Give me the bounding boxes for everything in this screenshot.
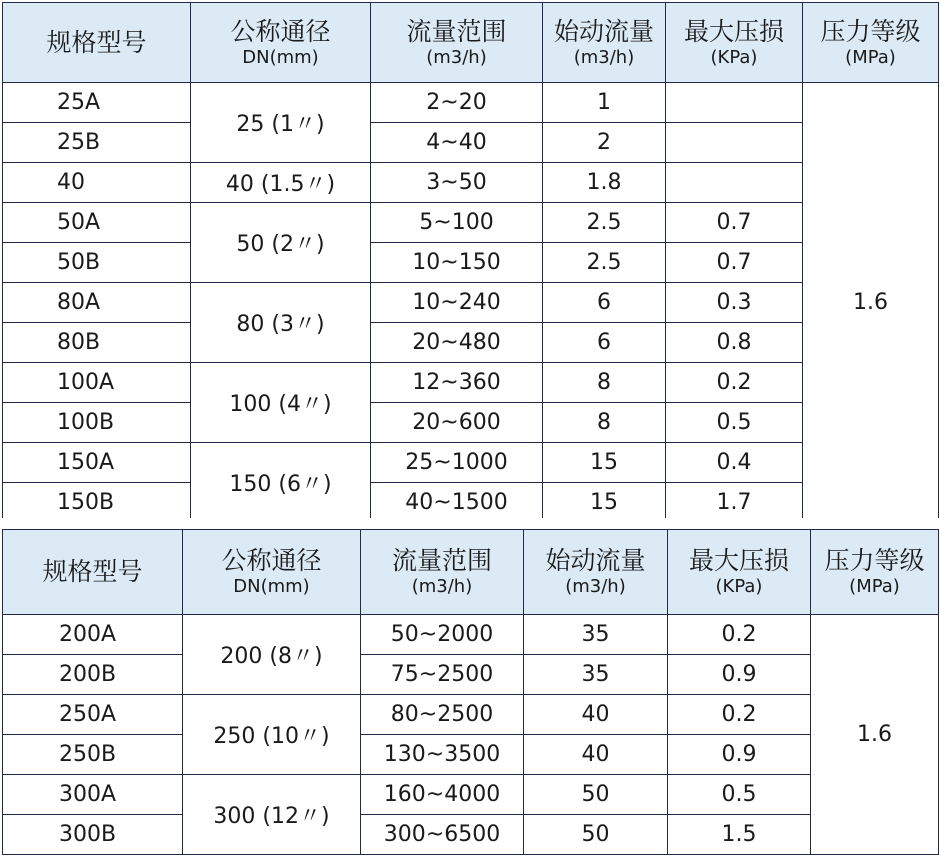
cell-max-pressure-loss bbox=[666, 163, 803, 203]
table-row bbox=[3, 483, 939, 523]
header-pressure-class: 压力等级 (MPa) bbox=[811, 530, 939, 615]
cell-flow-range: 5~100 bbox=[371, 203, 543, 243]
cell-starting-flow: 6 bbox=[543, 323, 666, 363]
table-row bbox=[3, 815, 939, 855]
cell-max-pressure-loss bbox=[666, 83, 803, 123]
cell-model: 300A bbox=[3, 775, 183, 815]
cell-model: 80A bbox=[3, 283, 191, 323]
cell-model: 200A bbox=[3, 615, 183, 655]
cell-starting-flow: 40 bbox=[524, 735, 668, 775]
cell-model: 150A bbox=[3, 443, 191, 483]
header-nominal-diameter: 公称通径 DN(mm) bbox=[191, 3, 371, 83]
cell-flow-range: 3~50 bbox=[371, 163, 543, 203]
cell-model: 100B bbox=[3, 403, 191, 443]
cell-model: 250B bbox=[3, 735, 183, 775]
header-model: 规格型号 bbox=[3, 530, 183, 615]
cell-starting-flow: 1 bbox=[543, 83, 666, 123]
cell-starting-flow: 50 bbox=[524, 815, 668, 855]
table-header-row bbox=[3, 3, 939, 83]
cell-max-pressure-loss: 0.2 bbox=[668, 615, 811, 655]
header-max-pressure-loss: 最大压损 (KPa) bbox=[666, 3, 803, 83]
cell-starting-flow: 2.5 bbox=[543, 243, 666, 283]
spec-table-large-sizes bbox=[2, 529, 939, 855]
table-row bbox=[3, 203, 939, 243]
header-flow-range: 流量范围 (m3/h) bbox=[371, 3, 543, 83]
cell-starting-flow: 6 bbox=[543, 283, 666, 323]
cell-max-pressure-loss: 0.7 bbox=[666, 243, 803, 283]
table-row bbox=[3, 123, 939, 163]
cell-max-pressure-loss: 0.2 bbox=[666, 363, 803, 403]
cell-max-pressure-loss: 0.3 bbox=[666, 283, 803, 323]
cell-max-pressure-loss: 0.2 bbox=[668, 695, 811, 735]
cell-flow-range: 40~1500 bbox=[371, 483, 543, 523]
table-row bbox=[3, 163, 939, 203]
table-header-row bbox=[3, 530, 939, 615]
table-row bbox=[3, 283, 939, 323]
header-starting-flow: 始动流量 (m3/h) bbox=[543, 3, 666, 83]
cell-starting-flow: 8 bbox=[543, 403, 666, 443]
cell-starting-flow: 40 bbox=[524, 695, 668, 735]
header-flow-range: 流量范围 (m3/h) bbox=[361, 530, 524, 615]
table-row bbox=[3, 615, 939, 655]
table-row bbox=[3, 243, 939, 283]
cell-model: 100A bbox=[3, 363, 191, 403]
header-starting-flow: 始动流量 (m3/h) bbox=[524, 530, 668, 615]
cell-max-pressure-loss: 0.9 bbox=[668, 655, 811, 695]
cell-starting-flow: 1.8 bbox=[543, 163, 666, 203]
cell-flow-range: 4~40 bbox=[371, 123, 543, 163]
table-row bbox=[3, 363, 939, 403]
cell-pressure-class: 1.6 bbox=[811, 615, 939, 855]
cell-model: 50B bbox=[3, 243, 191, 283]
cell-starting-flow: 15 bbox=[543, 483, 666, 523]
cell-flow-range: 10~240 bbox=[371, 283, 543, 323]
cell-model: 25B bbox=[3, 123, 191, 163]
table-row bbox=[3, 83, 939, 123]
cell-nominal-diameter: 250 (10〃) bbox=[183, 695, 361, 775]
cell-nominal-diameter: 25 (1〃) bbox=[191, 83, 371, 163]
cell-flow-range: 50~2000 bbox=[361, 615, 524, 655]
table-row bbox=[3, 403, 939, 443]
cell-starting-flow: 8 bbox=[543, 363, 666, 403]
cell-max-pressure-loss: 1.5 bbox=[668, 815, 811, 855]
table-row bbox=[3, 655, 939, 695]
cell-nominal-diameter: 40 (1.5〃) bbox=[191, 163, 371, 203]
cell-flow-range: 2~20 bbox=[371, 83, 543, 123]
table-row bbox=[3, 735, 939, 775]
table-row bbox=[3, 695, 939, 735]
cell-flow-range: 300~6500 bbox=[361, 815, 524, 855]
cell-nominal-diameter: 50 (2〃) bbox=[191, 203, 371, 283]
cell-model: 200B bbox=[3, 655, 183, 695]
cell-nominal-diameter: 150 (6〃) bbox=[191, 443, 371, 523]
cell-model: 25A bbox=[3, 83, 191, 123]
cell-starting-flow: 35 bbox=[524, 655, 668, 695]
cell-starting-flow: 2.5 bbox=[543, 203, 666, 243]
cell-flow-range: 25~1000 bbox=[371, 443, 543, 483]
cell-nominal-diameter: 80 (3〃) bbox=[191, 283, 371, 363]
header-nominal-diameter: 公称通径 DN(mm) bbox=[183, 530, 361, 615]
cell-starting-flow: 2 bbox=[543, 123, 666, 163]
cell-model: 250A bbox=[3, 695, 183, 735]
header-max-pressure-loss: 最大压损 (KPa) bbox=[668, 530, 811, 615]
cell-max-pressure-loss: 0.9 bbox=[668, 735, 811, 775]
header-pressure-class: 压力等级 (MPa) bbox=[803, 3, 939, 83]
cell-flow-range: 160~4000 bbox=[361, 775, 524, 815]
cell-nominal-diameter: 200 (8〃) bbox=[183, 615, 361, 695]
cell-flow-range: 10~150 bbox=[371, 243, 543, 283]
cell-nominal-diameter: 100 (4〃) bbox=[191, 363, 371, 443]
table-separator bbox=[0, 518, 940, 529]
cell-starting-flow: 35 bbox=[524, 615, 668, 655]
cell-nominal-diameter: 300 (12〃) bbox=[183, 775, 361, 855]
cell-flow-range: 130~3500 bbox=[361, 735, 524, 775]
cell-flow-range: 20~600 bbox=[371, 403, 543, 443]
cell-model: 40 bbox=[3, 163, 191, 203]
cell-flow-range: 20~480 bbox=[371, 323, 543, 363]
cell-starting-flow: 15 bbox=[543, 443, 666, 483]
cell-starting-flow: 50 bbox=[524, 775, 668, 815]
cell-flow-range: 80~2500 bbox=[361, 695, 524, 735]
cell-pressure-class: 1.6 bbox=[803, 83, 939, 523]
cell-flow-range: 75~2500 bbox=[361, 655, 524, 695]
spec-table-small-sizes bbox=[2, 2, 939, 523]
cell-model: 150B bbox=[3, 483, 191, 523]
cell-max-pressure-loss: 0.5 bbox=[668, 775, 811, 815]
header-model: 规格型号 bbox=[3, 3, 191, 83]
cell-model: 50A bbox=[3, 203, 191, 243]
cell-max-pressure-loss: 0.8 bbox=[666, 323, 803, 363]
cell-max-pressure-loss: 0.4 bbox=[666, 443, 803, 483]
cell-max-pressure-loss: 0.5 bbox=[666, 403, 803, 443]
cell-model: 300B bbox=[3, 815, 183, 855]
cell-max-pressure-loss: 1.7 bbox=[666, 483, 803, 523]
table-row bbox=[3, 443, 939, 483]
cell-model: 80B bbox=[3, 323, 191, 363]
table-row bbox=[3, 323, 939, 363]
table-row bbox=[3, 775, 939, 815]
cell-max-pressure-loss bbox=[666, 123, 803, 163]
cell-flow-range: 12~360 bbox=[371, 363, 543, 403]
cell-max-pressure-loss: 0.7 bbox=[666, 203, 803, 243]
